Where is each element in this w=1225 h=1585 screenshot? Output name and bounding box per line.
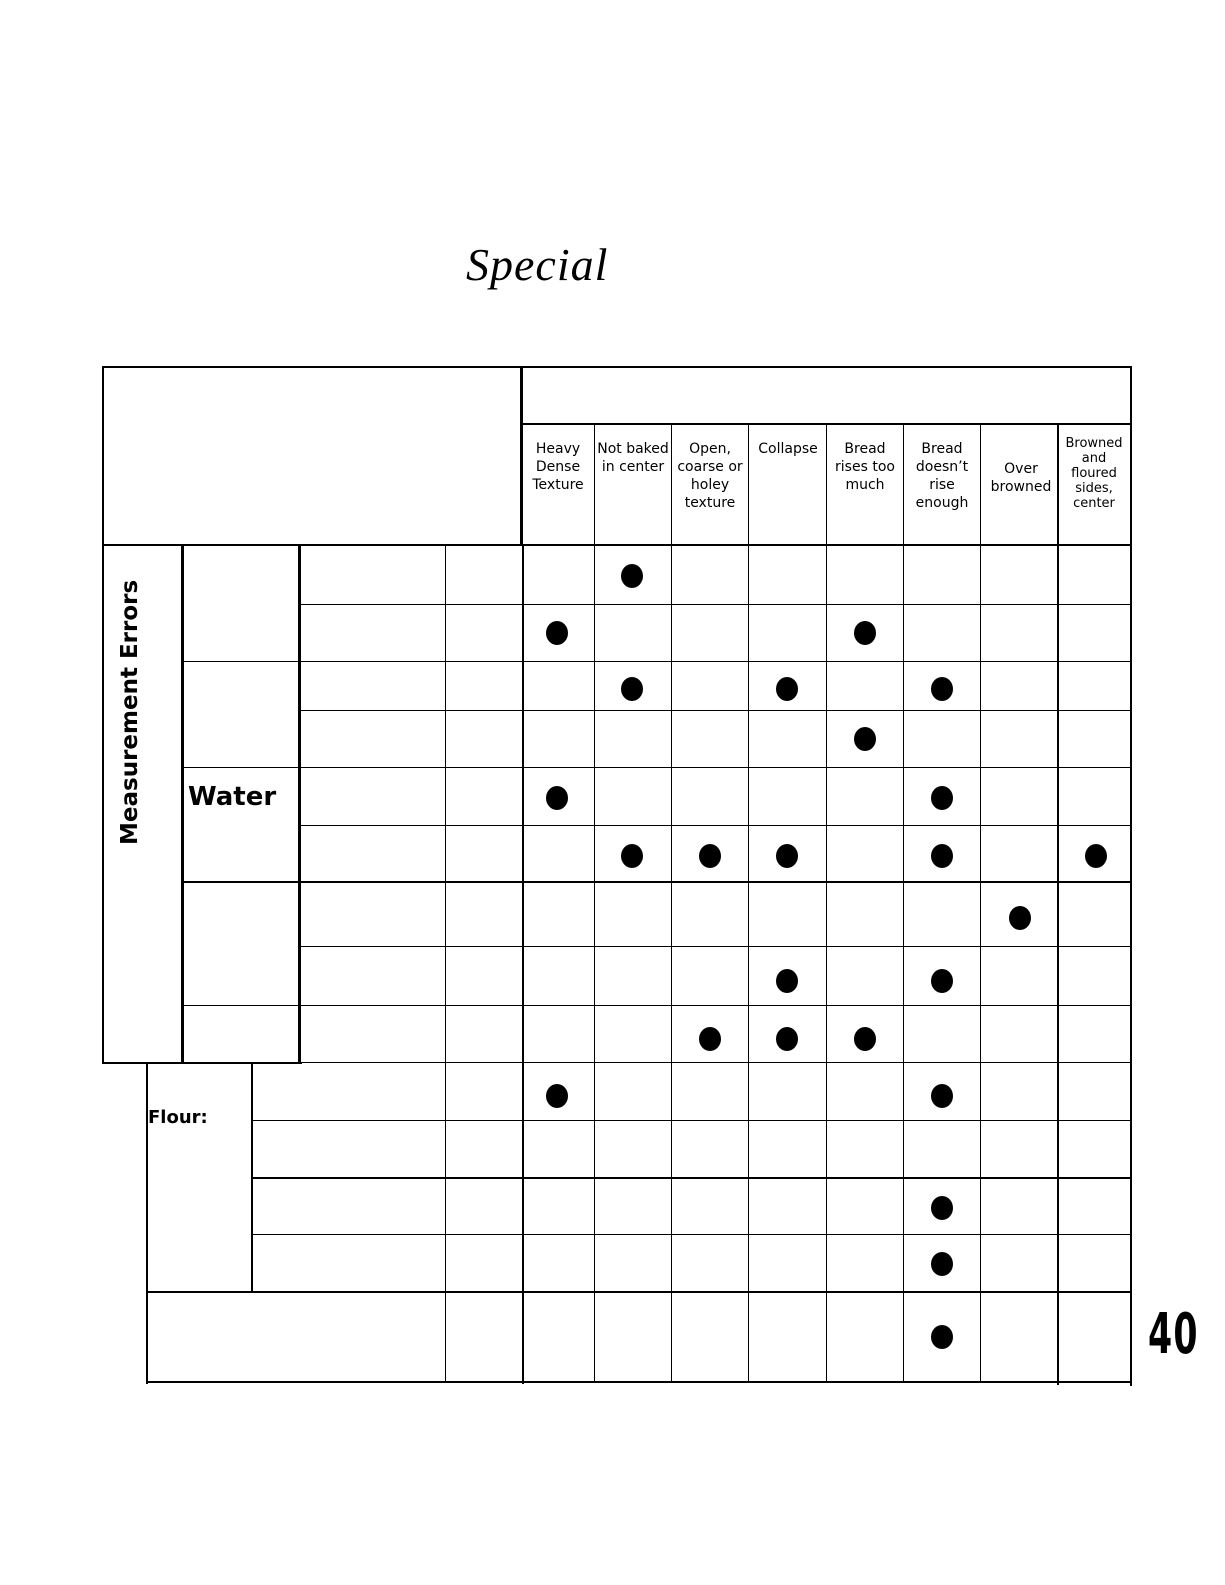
row-line (181, 1005, 1132, 1006)
col-line-bold (1057, 423, 1059, 1385)
bullet-mark (621, 564, 643, 588)
row-label-water: Water (188, 782, 277, 812)
bullet-mark (546, 1084, 568, 1108)
bullet-mark (931, 1252, 953, 1276)
row-line (251, 1120, 1132, 1121)
row-line-bold (181, 881, 1132, 883)
bullet-mark (931, 1196, 953, 1220)
bullet-mark (931, 844, 953, 868)
bullet-mark (931, 1325, 953, 1349)
column-header-doesnt-rise: Bread doesn’t rise enough (915, 441, 969, 511)
bullet-mark (1085, 844, 1107, 868)
row-line (298, 825, 1132, 826)
col-line (980, 423, 981, 1381)
row-line (298, 710, 1132, 711)
bullet-mark (854, 621, 876, 645)
bullet-mark (854, 1027, 876, 1051)
column-header-not-baked: Not baked in center (597, 441, 669, 475)
bullet-mark (776, 844, 798, 868)
bullet-mark (931, 969, 953, 993)
category-label-measurement-errors: Measurement Errors (117, 579, 143, 845)
table-border-top (102, 366, 1132, 368)
column-header-rises-too-much: Bread rises too much (835, 441, 895, 493)
subcat-col-line (298, 546, 301, 1064)
column-header-browned-floured: Browned and floured sides, center (1065, 436, 1123, 511)
bullet-mark (546, 786, 568, 810)
column-header-heavy-dense: Heavy Dense Texture (532, 441, 584, 493)
page-title: Special (466, 239, 609, 290)
row-line (181, 661, 1132, 662)
bullet-mark (931, 1084, 953, 1108)
page-number: 40 (1148, 1302, 1199, 1367)
table-border-right (1130, 366, 1132, 1386)
row-line (146, 1291, 1132, 1293)
col-line-grid-left (522, 544, 524, 1384)
row-label-flour: Flour: (148, 1107, 208, 1128)
bullet-mark (621, 677, 643, 701)
table-border-bottom (146, 1381, 1132, 1383)
header-divider (520, 366, 523, 546)
row-line-bold (251, 1177, 1132, 1179)
amount-col-line (445, 546, 446, 1381)
bullet-mark (1009, 906, 1031, 930)
col-line (903, 423, 904, 1381)
bullet-mark (776, 1027, 798, 1051)
bullet-mark (776, 969, 798, 993)
bullet-mark (621, 844, 643, 868)
bullet-mark (854, 727, 876, 751)
bullet-mark (776, 677, 798, 701)
bullet-mark (931, 677, 953, 701)
row-line (251, 1234, 1132, 1235)
bullet-mark (546, 621, 568, 645)
bullet-mark (931, 786, 953, 810)
col-line (826, 423, 827, 1381)
row-line (298, 946, 1132, 947)
measurement-bottom (102, 1062, 302, 1064)
bullet-mark (699, 1027, 721, 1051)
category-col-line (181, 546, 184, 1064)
header-bottom (102, 544, 1132, 546)
table-border-left (102, 366, 104, 1064)
row-line (181, 767, 1132, 768)
col-line (748, 423, 749, 1381)
col-line (671, 423, 672, 1381)
column-header-open-coarse: Open, coarse or holey texture (677, 441, 743, 511)
bullet-mark (699, 844, 721, 868)
col-line (594, 423, 595, 1381)
row-line (298, 604, 1132, 605)
column-header-collapse: Collapse (758, 441, 818, 457)
column-header-over-browned: Over browned (990, 461, 1052, 495)
row-line (298, 1062, 1132, 1063)
